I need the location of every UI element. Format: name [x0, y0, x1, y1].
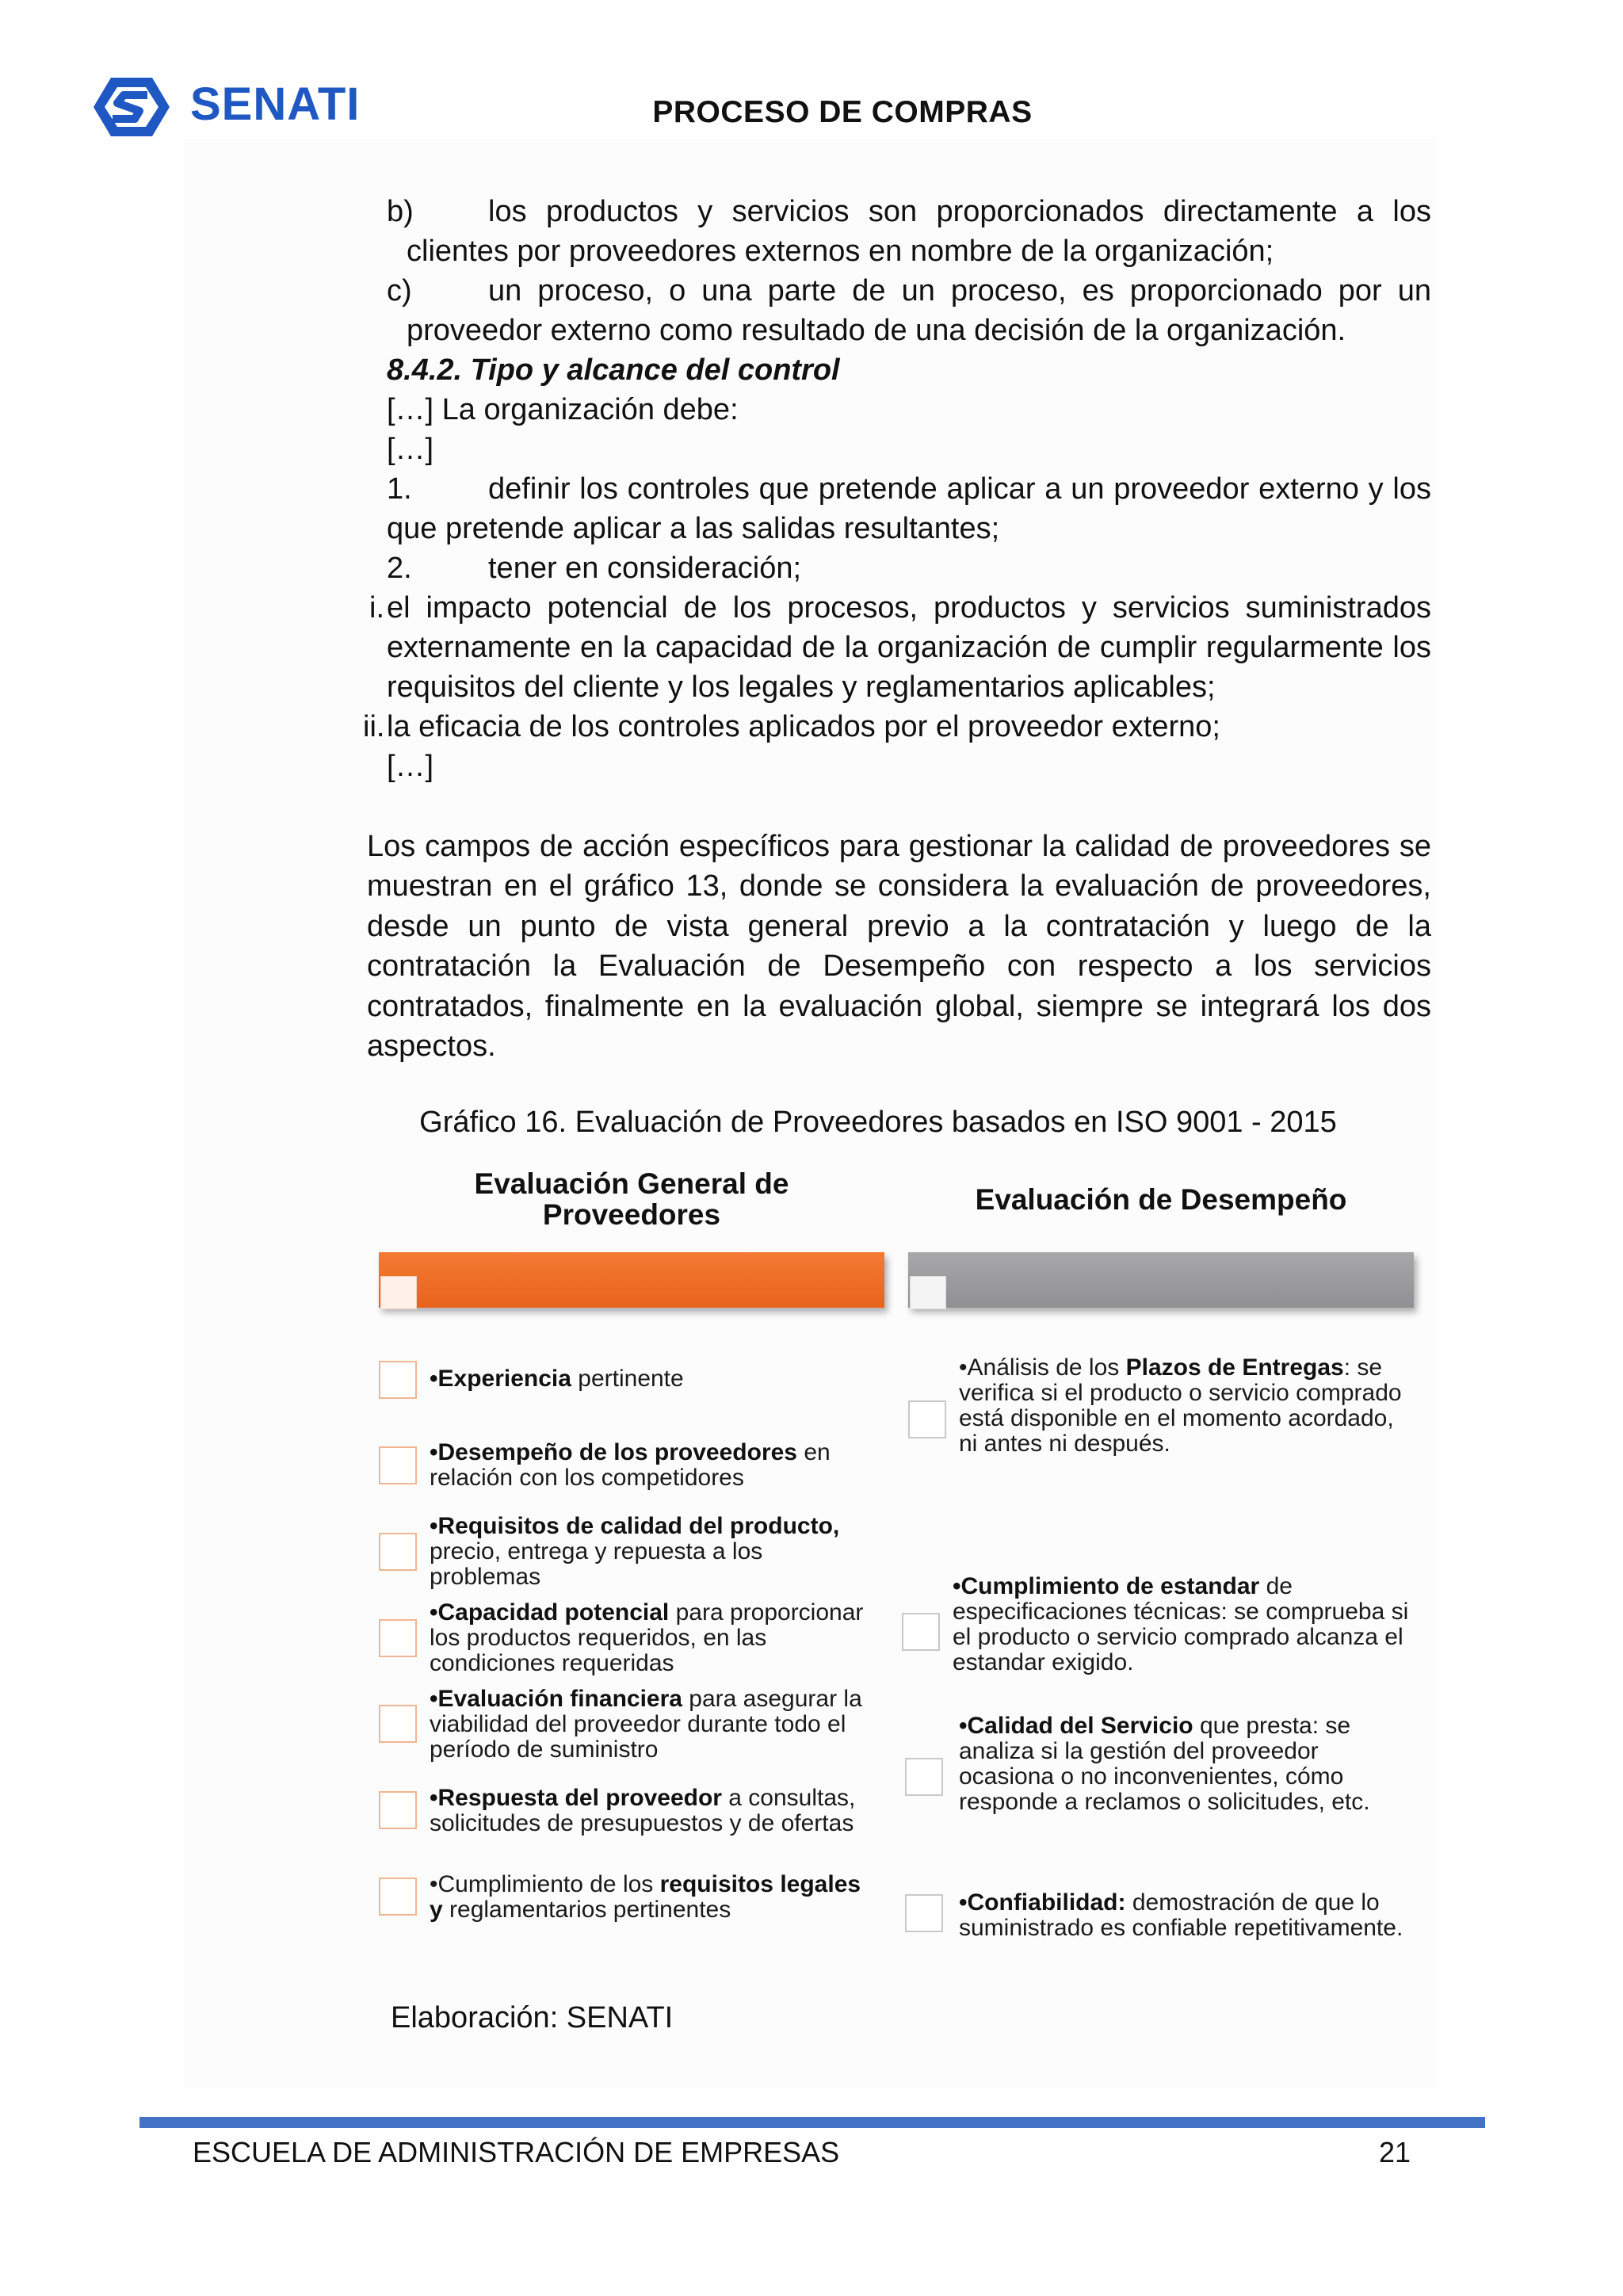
page-number: 21: [1379, 2136, 1411, 2168]
right-item-3: •Calidad del Servicio que presta: se analiza si la gestión del proveedor ocasiona o no inconvenientes, cómo responde a reclamos o solicitudes, etc.: [959, 1713, 1370, 1815]
body-paragraph: Los campos de acción específicos para gestionar la calidad de proveedores se muestran en el gráfico 13, donde se considera la evaluación de proveedores, desde un punto de vista general previo a la contratación y luego de la contratación la Evaluación de Desempeño con respecto a los servicios contratados, finalmente en la evaluación global, siempre se integrará los dos aspectos.: [367, 830, 1431, 1064]
list-item-c-line2: proveedor externo como resultado de una decisión de la organización.: [407, 314, 1346, 347]
ellipsis-1: […]: [387, 433, 434, 466]
list-item-b-line2: clientes por proveedores externos en nombre de la organización;: [407, 235, 1274, 268]
numbered-marker-2: 2.: [387, 552, 412, 585]
right-checkbox-3[interactable]: [905, 1758, 943, 1796]
left-item-6: •Respuesta del proveedor a consultas, solicitudes de presupuestos y de ofertas: [430, 1785, 856, 1836]
list-item-b-line1: los productos y servicios son proporcionados directamente a los: [488, 195, 1431, 228]
left-column-title-line1: Evaluación General de: [474, 1167, 789, 1200]
numbered-item-1-line2: que pretende aplicar a las salidas resultantes;: [387, 512, 1000, 545]
roman-marker-i: i.: [369, 591, 384, 625]
footer-school: ESCUELA DE ADMINISTRACIÓN DE EMPRESAS: [193, 2136, 840, 2168]
right-checkbox-4[interactable]: [905, 1894, 943, 1932]
figure-caption: Gráfico 16. Evaluación de Proveedores basados en ISO 9001 - 2015: [419, 1106, 1337, 1139]
left-checkbox-5[interactable]: [379, 1705, 417, 1743]
left-item-4: •Capacidad potencial para proporcionar los productos requeridos, en las condiciones requeridas: [430, 1599, 864, 1676]
left-column-bar: [379, 1252, 884, 1308]
numbered-item-1-line1: definir los controles que pretende aplicar a un proveedor externo y los: [488, 472, 1431, 506]
left-checkbox-6[interactable]: [379, 1791, 417, 1829]
left-bar-square: [380, 1276, 417, 1309]
figure-source: Elaboración: SENATI: [391, 2001, 674, 2034]
left-column-title-line2: Proveedores: [542, 1198, 721, 1231]
roman-item-ii-line1: la eficacia de los controles aplicados por el proveedor externo;: [387, 710, 1220, 743]
footer-bar: [139, 2117, 1485, 2128]
right-item-4: •Confiabilidad: demostración de que lo suministrado es confiable repetitivamente.: [959, 1889, 1403, 1941]
left-item-3: •Requisitos de calidad del producto, precio, entrega y repuesta a los problemas: [430, 1513, 840, 1590]
left-checkbox-7[interactable]: [379, 1878, 417, 1916]
left-column-title: [379, 1168, 884, 1230]
roman-marker-ii: ii.: [363, 710, 385, 743]
list-marker-b: b): [387, 195, 414, 228]
section-heading: 8.4.2. Tipo y alcance del control: [387, 353, 840, 387]
brand-name: SENATI: [190, 78, 361, 130]
left-checkbox-2[interactable]: [379, 1446, 417, 1484]
left-checkbox-1[interactable]: [379, 1361, 417, 1399]
roman-item-i-line3: requisitos del cliente y los legales y reglamentarios aplicables;: [387, 670, 1216, 704]
left-item-1: •Experiencia pertinente: [430, 1366, 684, 1392]
left-item-7: •Cumplimiento de los requisitos legales y reglamentarios pertinentes: [430, 1871, 861, 1923]
section-intro: […] La organización debe:: [387, 393, 739, 426]
left-checkbox-4[interactable]: [379, 1619, 417, 1657]
roman-item-i-line2: externamente en la capacidad de la organización de cumplir regularmente los: [387, 631, 1431, 664]
left-item-5: •Evaluación financiera para asegurar la viabilidad del proveedor durante todo el período de suministro: [430, 1686, 862, 1763]
left-checkbox-3[interactable]: [379, 1533, 417, 1571]
right-item-2: •Cumplimiento de estandar de especificaciones técnicas: se comprueba si el producto o servicio comprado alcanza el estandar exigido.: [953, 1573, 1409, 1675]
right-column-title: Evaluación de Desempeño: [975, 1183, 1347, 1216]
right-checkbox-1[interactable]: [908, 1400, 946, 1438]
right-item-1: •Análisis de los Plazos de Entregas: se verifica si el producto o servicio comprado está disponible en el momento acordado, ni antes ni después.: [959, 1354, 1402, 1457]
document-title: PROCESO DE COMPRAS: [652, 95, 1033, 129]
list-marker-c: c): [387, 274, 412, 308]
roman-item-i-line1: el impacto potencial de los procesos, productos y servicios suministrados: [387, 591, 1431, 625]
right-checkbox-2[interactable]: [902, 1613, 940, 1651]
numbered-marker-1: 1.: [387, 472, 412, 506]
right-bar-square: [910, 1276, 946, 1309]
left-item-2: •Desempeño de los proveedores en relación con los competidores: [430, 1439, 831, 1491]
list-item-c-line1: un proceso, o una parte de un proceso, es proporcionado por un: [488, 274, 1431, 308]
right-column-bar: [908, 1252, 1414, 1308]
numbered-item-2-line1: tener en consideración;: [488, 552, 802, 585]
ellipsis-2: […]: [387, 750, 434, 783]
